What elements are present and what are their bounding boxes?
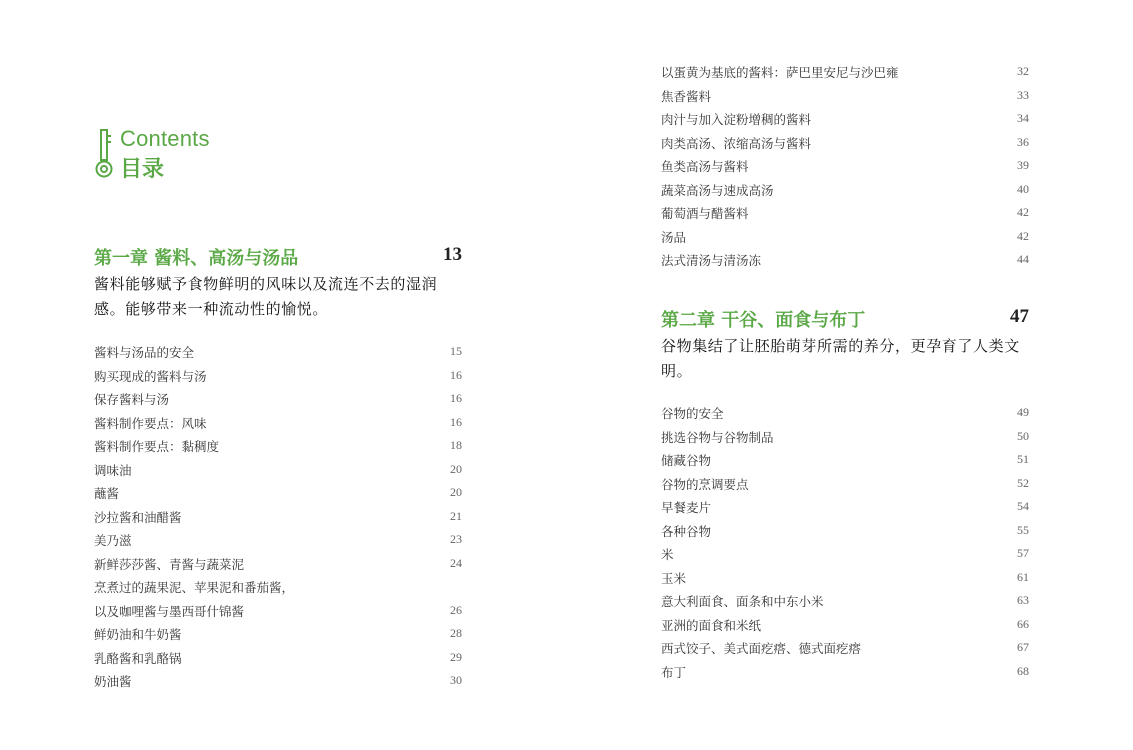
contents-title-en: Contents	[120, 126, 210, 151]
toc-entry-title: 汤品	[661, 229, 687, 245]
toc-entry-page: 16	[450, 391, 462, 405]
toc-entry[interactable]	[661, 636, 1029, 660]
toc-entry-title: 乳酪酱和乳酪锅	[94, 650, 182, 666]
toc-entry-title: 肉类高汤、浓缩高汤与酱料	[661, 135, 812, 151]
toc-entry-title: 储藏谷物	[661, 453, 712, 468]
toc-entry-page: 51	[1017, 452, 1029, 466]
toc-entry-title: 蘸酱	[94, 486, 120, 501]
toc-entry-title: 购买现成的酱料与汤	[94, 368, 207, 384]
toc-entry-page: 33	[1017, 87, 1029, 102]
chapter-2-description: 谷物集结了让胚胎萌芽所需的养分，更孕育了人类文明。	[661, 337, 1020, 380]
toc-entry[interactable]	[661, 425, 1029, 449]
toc-entry-page: 16	[450, 367, 462, 382]
toc-entry[interactable]	[661, 225, 1029, 249]
toc-entry-page: 36	[1017, 134, 1029, 149]
toc-entry-title: 以及咖哩酱与墨西哥什锦酱	[94, 603, 245, 619]
toc-entry-title: 米	[661, 547, 674, 562]
toc-entry-page: 49	[1017, 405, 1029, 419]
toc-entry-page: 54	[1017, 499, 1029, 513]
toc-entry-title: 酱料与汤品的安全	[94, 345, 195, 360]
toc-entry-title: 以蛋黄为基底的酱料：萨巴里安尼与沙巴雍	[661, 65, 899, 80]
toc-entry[interactable]	[661, 495, 1029, 519]
toc-entry-title: 烹煮过的蔬果泥、苹果泥和番茄酱，	[94, 580, 295, 595]
toc-entry-title: 奶油酱	[94, 674, 132, 689]
toc-entry-title: 美乃滋	[94, 533, 132, 548]
toc-entry[interactable]	[94, 434, 462, 458]
contents-title-zh: 目录	[120, 157, 165, 182]
toc-entry-title: 谷物的烹调要点	[661, 476, 749, 492]
toc-entry-title: 焦香酱料	[661, 88, 712, 104]
toc-entry-page: 26	[450, 602, 462, 617]
toc-entry-page: 57	[1017, 546, 1029, 560]
right-page	[566, 0, 1133, 750]
toc-entry[interactable]	[94, 669, 462, 693]
toc-entry[interactable]	[661, 131, 1029, 155]
toc-entry-title: 鲜奶油和牛奶酱	[94, 627, 182, 642]
toc-entry[interactable]	[661, 60, 1029, 84]
toc-entry-page: 28	[450, 626, 462, 640]
chapter-1-toc	[94, 340, 462, 693]
toc-entry-page: 32	[1017, 64, 1029, 78]
toc-entry-page: 23	[450, 532, 462, 546]
toc-entry-title: 酱料制作要点：黏稠度	[94, 439, 220, 454]
chapter-1-page: 13	[443, 244, 462, 265]
toc-entry-title: 沙拉酱和油醋酱	[94, 509, 182, 525]
key-icon	[94, 128, 114, 178]
toc-entry[interactable]	[94, 340, 462, 364]
toc-entry-title: 葡萄酒与醋酱料	[661, 206, 749, 221]
toc-entry[interactable]	[94, 458, 462, 482]
toc-entry[interactable]	[94, 505, 462, 529]
toc-entry-page: 42	[1017, 205, 1029, 219]
toc-entry-title: 亚洲的面食和米纸	[661, 617, 762, 633]
chapter-2-header	[661, 306, 1029, 384]
toc-entry-page: 52	[1017, 475, 1029, 490]
toc-entry[interactable]	[661, 84, 1029, 108]
toc-entry-title: 酱料制作要点：风味	[94, 415, 207, 431]
toc-entry-page: 44	[1017, 252, 1029, 266]
toc-entry-title: 谷物的安全	[661, 406, 724, 421]
toc-entry-page: 40	[1017, 181, 1029, 196]
left-page	[0, 0, 566, 750]
chapter-2-toc	[661, 401, 1029, 683]
toc-entry[interactable]	[94, 646, 462, 670]
toc-entry-page: 68	[1017, 663, 1029, 678]
chapter-1-header	[94, 244, 462, 322]
toc-entry[interactable]	[94, 552, 462, 576]
toc-entry-page: 67	[1017, 640, 1029, 654]
toc-entry[interactable]	[661, 519, 1029, 543]
toc-entry-page: 39	[1017, 158, 1029, 172]
toc-entry-title: 蔬菜高汤与速成高汤	[661, 182, 774, 198]
toc-entry[interactable]	[94, 599, 462, 623]
toc-entry-title: 调味油	[94, 462, 132, 478]
toc-entry-title: 布丁	[661, 664, 687, 680]
toc-entry-page: 42	[1017, 228, 1029, 243]
chapter-2-title[interactable]: 第二章 干谷、面食与布丁	[661, 310, 866, 331]
toc-entry-page: 18	[450, 438, 462, 452]
toc-entry-page: 29	[450, 649, 462, 664]
toc-entry-page: 24	[450, 555, 462, 570]
toc-entry[interactable]	[94, 481, 462, 505]
toc-entry[interactable]	[661, 448, 1029, 472]
toc-entry-title: 意大利面食、面条和中东小米	[661, 594, 824, 609]
chapter-1-toc-continued	[661, 60, 1029, 272]
chapter-1-title[interactable]: 第一章 酱料、高汤与汤品	[94, 248, 299, 269]
toc-entry-page: 63	[1017, 593, 1029, 607]
toc-entry[interactable]	[94, 575, 462, 599]
toc-entry-title: 早餐麦片	[661, 500, 712, 515]
toc-entry[interactable]	[94, 411, 462, 435]
toc-entry-page: 55	[1017, 522, 1029, 537]
contents-heading	[94, 126, 294, 182]
toc-entry-title: 各种谷物	[661, 523, 712, 539]
toc-entry-title: 保存酱料与汤	[94, 392, 170, 407]
toc-entry-page: 30	[450, 673, 462, 687]
toc-entry[interactable]	[94, 364, 462, 388]
toc-entry-title: 肉汁与加入淀粉增稠的酱料	[661, 112, 812, 127]
toc-entry[interactable]	[661, 154, 1029, 178]
toc-entry-page: 66	[1017, 616, 1029, 631]
toc-entry-page: 34	[1017, 111, 1029, 125]
toc-entry[interactable]	[661, 248, 1029, 272]
toc-entry[interactable]	[661, 178, 1029, 202]
toc-entry[interactable]	[661, 472, 1029, 496]
toc-entry-page: 15	[450, 344, 462, 358]
toc-entry[interactable]	[94, 528, 462, 552]
toc-entry-title: 西式饺子、美式面疙瘩、德式面疙瘩	[661, 641, 862, 656]
toc-entry[interactable]	[661, 107, 1029, 131]
toc-entry-title: 鱼类高汤与酱料	[661, 159, 749, 174]
toc-entry[interactable]	[661, 401, 1029, 425]
toc-entry[interactable]	[661, 566, 1029, 590]
toc-entry-page: 20	[450, 485, 462, 499]
toc-entry-page: 20	[450, 461, 462, 476]
toc-entry-title: 玉米	[661, 570, 687, 586]
chapter-2-page: 47	[1010, 306, 1029, 327]
toc-entry-title: 挑选谷物与谷物制品	[661, 429, 774, 445]
toc-entry[interactable]	[94, 622, 462, 646]
toc-entry[interactable]	[661, 660, 1029, 684]
toc-entry[interactable]	[661, 613, 1029, 637]
toc-entry[interactable]	[661, 542, 1029, 566]
toc-entry[interactable]	[661, 201, 1029, 225]
toc-entry-page: 16	[450, 414, 462, 429]
toc-entry-title: 新鲜莎莎酱、青酱与蔬菜泥	[94, 556, 245, 572]
toc-entry[interactable]	[661, 589, 1029, 613]
toc-entry-page: 50	[1017, 428, 1029, 443]
toc-entry-page: 21	[450, 508, 462, 523]
toc-entry-title: 法式清汤与清汤冻	[661, 253, 762, 268]
toc-entry-page: 61	[1017, 569, 1029, 584]
chapter-1-description: 酱料能够赋予食物鲜明的风味以及流连不去的湿润感。能够带来一种流动性的愉悦。	[94, 275, 438, 318]
toc-entry[interactable]	[94, 387, 462, 411]
